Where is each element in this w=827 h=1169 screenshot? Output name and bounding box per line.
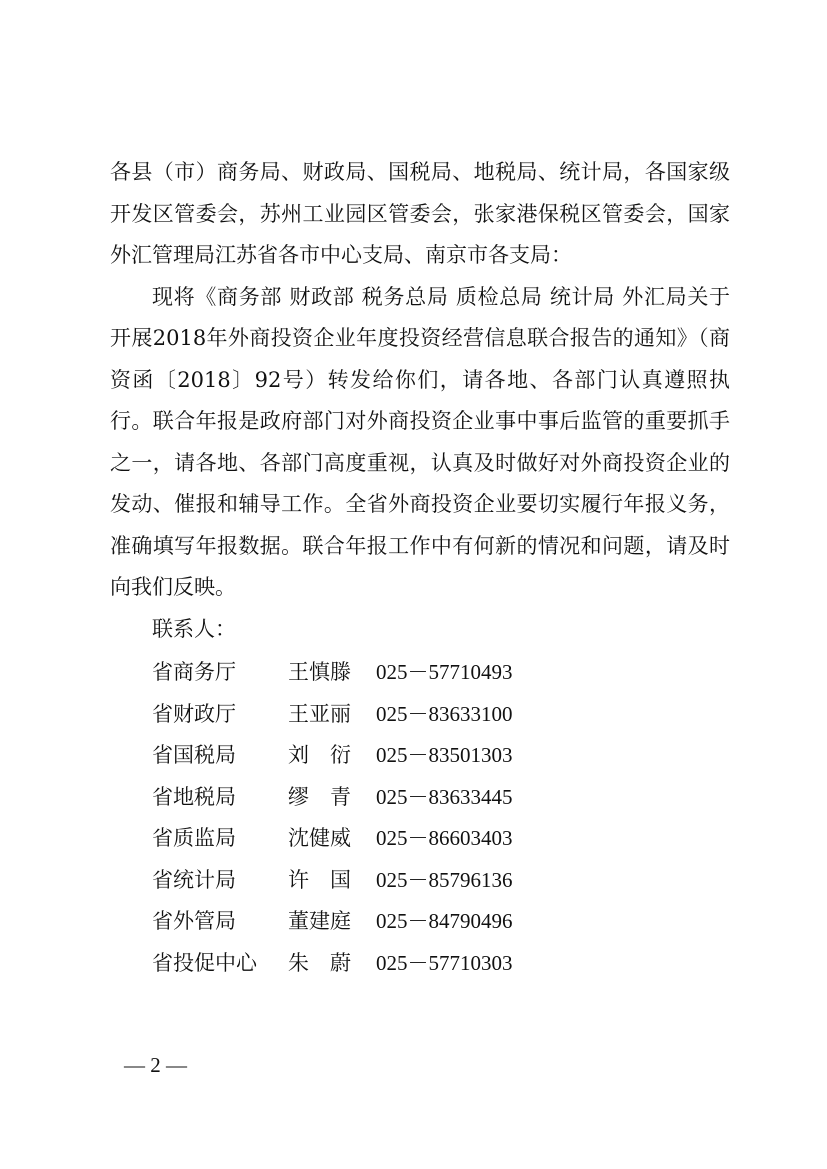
contact-row xyxy=(152,652,513,694)
contact-list xyxy=(152,652,513,984)
contact-row xyxy=(152,818,513,860)
contact-department: 省商务厅 xyxy=(152,660,236,684)
contact-name: 沈健威 xyxy=(288,826,351,850)
contact-phone: 025－86603403 xyxy=(376,826,513,850)
document-body xyxy=(110,152,730,650)
contact-name: 许 国 xyxy=(288,867,351,892)
contact-phone: 025－84790496 xyxy=(376,909,513,933)
contact-phone: 025－83501303 xyxy=(376,743,513,767)
addressee-paragraph: 各县（市）商务局、财政局、国税局、地税局、统计局，各国家级开发区管委会，苏州工业园区管委会，张家港保税区管委会，国家外汇管理局江苏省各市中心支局、南京市各支局： xyxy=(110,160,730,267)
contact-name: 王亚丽 xyxy=(288,701,351,726)
contact-department: 省地税局 xyxy=(152,784,236,809)
main-paragraph: 现将《商务部 财政部 税务总局 质检总局 统计局 外汇局关于开展2018年外商投资企业年度投资经营信息联合报告的通知》（商资函〔2018〕92号）转发给你们，请各地、各部门认真遵照执行。联合年报是政府部门对外商投资企业事中事后监管的重要抓手之一，请各地、各部门高度重视，认真及时做好对外商投资企业的发动、催报和辅导工作。全省外商投资企业要切实履行年报义务，准确填写年报数据。联合年报工作中有何新的情况和问题，请及时向我们反映。 xyxy=(110,284,730,599)
contact-name: 王慎滕 xyxy=(288,660,351,684)
contact-department: 省外管局 xyxy=(152,909,236,933)
contact-department: 省国税局 xyxy=(152,743,236,767)
contact-department: 省质监局 xyxy=(152,826,236,850)
contact-label: 联系人： xyxy=(152,616,236,641)
contact-row xyxy=(152,901,513,943)
contact-phone: 025－57710303 xyxy=(376,950,513,975)
contact-department: 省财政厅 xyxy=(152,701,236,726)
contact-phone: 025－83633445 xyxy=(376,784,513,809)
contact-phone: 025－57710493 xyxy=(376,660,513,684)
contact-name: 刘 衍 xyxy=(288,743,351,767)
contact-name: 朱 蔚 xyxy=(288,950,351,975)
contact-name: 董建庭 xyxy=(288,909,351,933)
contact-row xyxy=(152,860,513,902)
contact-row xyxy=(152,735,513,777)
contact-name: 缪 青 xyxy=(288,784,351,809)
contact-department: 省统计局 xyxy=(152,867,236,892)
contact-phone: 025－83633100 xyxy=(376,701,513,726)
page-number: — 2 — xyxy=(124,1053,187,1077)
contact-row xyxy=(152,694,513,736)
contact-department: 省投促中心 xyxy=(152,950,257,975)
contact-row xyxy=(152,777,513,819)
contact-phone: 025－85796136 xyxy=(376,867,513,892)
contact-row xyxy=(152,943,513,985)
